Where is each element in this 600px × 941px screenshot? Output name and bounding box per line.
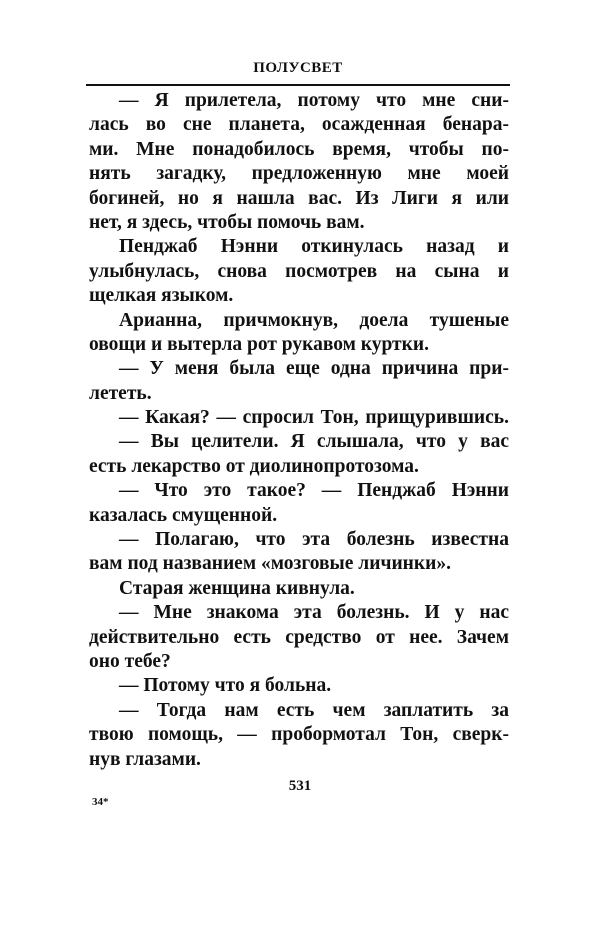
text-line: — Мне знакома эта болезнь. И у нас — [119, 602, 509, 624]
running-header: ПОЛУСВЕТ — [253, 60, 343, 76]
text-line: улыбнулась, снова посмотрев на сына и — [89, 260, 509, 282]
text-line: лететь. — [89, 382, 152, 404]
text-line: действительно есть средство от нее. Зачем — [89, 626, 509, 648]
page-number: 531 — [288, 778, 312, 794]
text-line: твою помощь, — пробормотал Тон, сверк- — [89, 724, 509, 746]
text-line: нув глазами. — [89, 748, 201, 770]
text-line: — Вы целители. Я слышала, что у вас — [119, 431, 509, 453]
text-line: щелкая языком. — [89, 285, 234, 307]
text-line: ми. Мне понадобилось время, чтобы по- — [89, 138, 509, 160]
body-text — [89, 89, 509, 772]
text-line: лась во сне планета, осажденная бенара- — [89, 114, 509, 136]
text-line: — Я прилетела, потому что мне сни- — [119, 90, 509, 111]
text-line: овощи и вытерла рот рукавом куртки. — [89, 333, 429, 355]
text-line: Пенджаб Нэнни откинулась назад и — [119, 236, 509, 258]
text-line: нет, я здесь, чтобы помочь вам. — [89, 211, 365, 233]
text-line: нять загадку, предложенную мне моей — [89, 163, 509, 185]
text-line: есть лекарство от диолинопротозома. — [89, 455, 419, 477]
text-line: — Какая? — спросил Тон, прищурившись. — [119, 407, 509, 429]
text-line: — Полагаю, что эта болезнь известна — [119, 529, 509, 551]
header-rule — [86, 84, 510, 86]
text-line: — Потому что я больна. — [119, 675, 332, 697]
signature-mark: 34* — [92, 796, 109, 808]
text-line: богиней, но я нашла вас. Из Лиги я или — [89, 187, 509, 209]
text-line: Арианна, причмокнув, доела тушеные — [119, 309, 509, 331]
text-line: — Что это такое? — Пенджаб Нэнни — [119, 480, 509, 502]
text-line: оно тебе? — [89, 650, 171, 672]
text-line: — У меня была еще одна причина при- — [119, 358, 509, 380]
text-line: вам под названием «мозговые личинки». — [89, 553, 452, 575]
text-line: Старая женщина кивнула. — [119, 577, 355, 599]
text-line: казалась смущенной. — [89, 504, 278, 526]
text-line: — Тогда нам есть чем заплатить за — [119, 699, 509, 721]
